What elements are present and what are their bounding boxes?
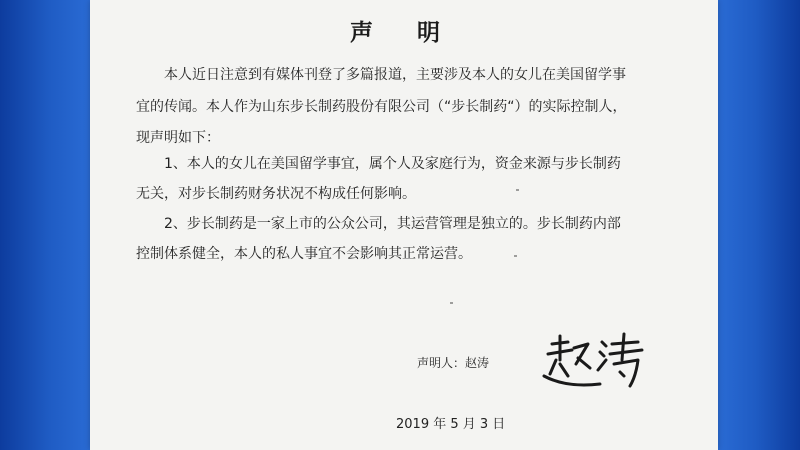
background-right-panel bbox=[718, 0, 800, 450]
handwritten-signature bbox=[538, 330, 648, 396]
paragraph-line: 控制体系健全，本人的私人事宜不会影响其正常运营。 bbox=[136, 246, 472, 262]
paragraph-line: 无关，对步长制药财务状况不构成任何影响。 bbox=[136, 186, 416, 202]
scan-speck bbox=[516, 189, 519, 191]
paragraph-line: 宜的传闻。本人作为山东步长制药股份有限公司（“步长制药“）的实际控制人， bbox=[136, 99, 627, 115]
paragraph-line: 1、本人的女儿在美国留学事宜，属个人及家庭行为，资金来源与步长制药 bbox=[164, 156, 621, 172]
document-title: 声 明 bbox=[349, 20, 458, 46]
paragraph-line: 本人近日注意到有媒体刊登了多篇报道，主要涉及本人的女儿在美国留学事 bbox=[164, 67, 626, 83]
paragraph-line: 现声明如下： bbox=[136, 130, 220, 146]
background-left-panel bbox=[0, 0, 90, 450]
statement-document bbox=[90, 0, 718, 450]
paragraph-line: 2、步长制药是一家上市的公众公司，其运营管理是独立的。步长制药内部 bbox=[164, 216, 621, 232]
scan-speck bbox=[450, 302, 453, 304]
signer-label: 声明人：赵涛 bbox=[417, 356, 490, 370]
statement-date: 2019 年 5 月 3 日 bbox=[396, 417, 506, 432]
scan-speck bbox=[514, 255, 517, 257]
